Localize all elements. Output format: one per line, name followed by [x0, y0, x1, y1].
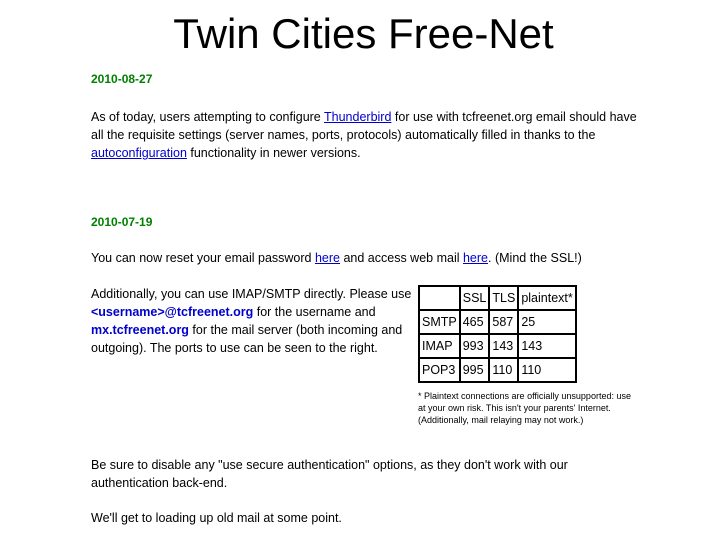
- webmail-link[interactable]: here: [462, 251, 489, 265]
- table-row: [419, 334, 576, 358]
- post-paragraph: We'll get to loading up old mail at some point.: [91, 511, 342, 525]
- text-segment: for the mail server (both incoming and outgoing). The ports to use can be seen to the right.: [91, 323, 403, 355]
- table-header-cell: SSL: [460, 286, 490, 310]
- site-title: Twin Cities Free-Net: [173, 10, 554, 57]
- text-segment: for use with tcfreenet.org email should have all the requisite settings (server names, ports, protocols) automatically filled in thanks to the: [91, 110, 637, 142]
- table-header-row: [419, 286, 576, 310]
- port-cell: 110: [489, 358, 518, 382]
- port-cell: 995: [460, 358, 490, 382]
- port-cell: 143: [518, 334, 575, 358]
- post-paragraph: Be sure to disable any "use secure authentication" options, as they don't work with our authentication back-end.: [91, 458, 568, 490]
- post-paragraph: [91, 108, 641, 162]
- plaintext-footnote: * Plaintext connections are officially unsupported: use at your own risk. This isn't your parents' Internet. (Additionally, mail relaying may not work.): [418, 391, 631, 425]
- port-cell: 143: [489, 334, 518, 358]
- table-row: [419, 358, 576, 382]
- mail-server: mx.tcfreenet.org: [91, 323, 189, 337]
- port-cell: 993: [460, 334, 490, 358]
- table-row: [419, 310, 576, 334]
- ports-table: [418, 285, 577, 383]
- port-cell: 25: [518, 310, 575, 334]
- text-segment: As of today, users attempting to configure: [91, 110, 325, 124]
- thunderbird-link[interactable]: Thunderbird: [324, 110, 392, 124]
- post-date: 2010-08-27: [91, 72, 153, 86]
- autoconfiguration-link[interactable]: autoconfiguration: [91, 146, 187, 160]
- text-segment: for the username and: [253, 305, 376, 319]
- text-segment: functionality in newer versions.: [186, 146, 361, 160]
- protocol-cell: SMTP: [419, 310, 460, 334]
- imap-smtp-paragraph: [91, 285, 417, 357]
- post-date: 2010-07-19: [91, 215, 153, 229]
- post-paragraph: [91, 249, 651, 267]
- password-reset-link[interactable]: here: [314, 251, 340, 265]
- table-header-cell: [419, 286, 460, 310]
- text-segment: Additionally, you can use IMAP/SMTP directly. Please use: [91, 287, 412, 301]
- table-header-cell: TLS: [489, 286, 518, 310]
- port-cell: 110: [518, 358, 575, 382]
- protocol-cell: POP3: [419, 358, 460, 382]
- text-segment: . (Mind the SSL!): [488, 251, 582, 265]
- username-format: <username>@tcfreenet.org: [91, 305, 254, 319]
- port-cell: 587: [489, 310, 518, 334]
- port-cell: 465: [460, 310, 490, 334]
- table-header-cell: plaintext*: [518, 286, 575, 310]
- text-segment: You can now reset your email password: [91, 251, 315, 265]
- text-segment: and access web mail: [340, 251, 463, 265]
- protocol-cell: IMAP: [419, 334, 460, 358]
